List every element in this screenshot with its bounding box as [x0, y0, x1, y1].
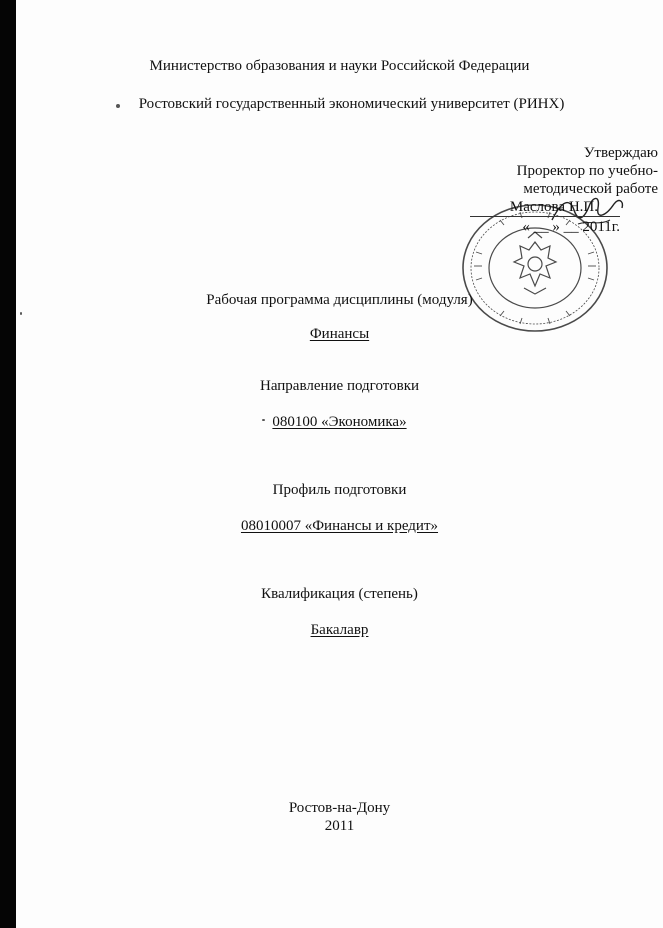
qualification-label: Квалификация (степень) — [261, 586, 418, 602]
qualification-value: Бакалавр — [310, 622, 369, 638]
ministry-name: Министерство образования и науки Российской Федерации — [149, 58, 530, 74]
approver-name: Маслова Н.П. — [509, 199, 598, 215]
scan-speck — [20, 312, 22, 315]
direction-value: 080100 «Экономика» — [272, 414, 407, 430]
discipline-name: Финансы — [309, 326, 370, 342]
approval-block — [458, 144, 658, 216]
program-title: Рабочая программа дисциплины (модуля) — [206, 292, 473, 308]
scan-edge — [0, 0, 16, 928]
approver-position-line1: Проректор по учебно- — [516, 163, 658, 179]
signature-line — [470, 216, 620, 217]
profile-value: 08010007 «Финансы и кредит» — [240, 518, 439, 534]
direction-label: Направление подготовки — [259, 378, 420, 394]
approver-position-line2: методической работе — [523, 181, 658, 197]
approval-date: « __ » __ 2011г. — [522, 219, 620, 235]
university-name: Ростовский государственный экономический университет (РИНХ) — [138, 96, 565, 112]
year: 2011 — [324, 818, 355, 834]
profile-label: Профиль подготовки — [272, 482, 407, 498]
approval-heading: Утверждаю — [583, 145, 658, 161]
city: Ростов-на-Дону — [288, 800, 391, 816]
